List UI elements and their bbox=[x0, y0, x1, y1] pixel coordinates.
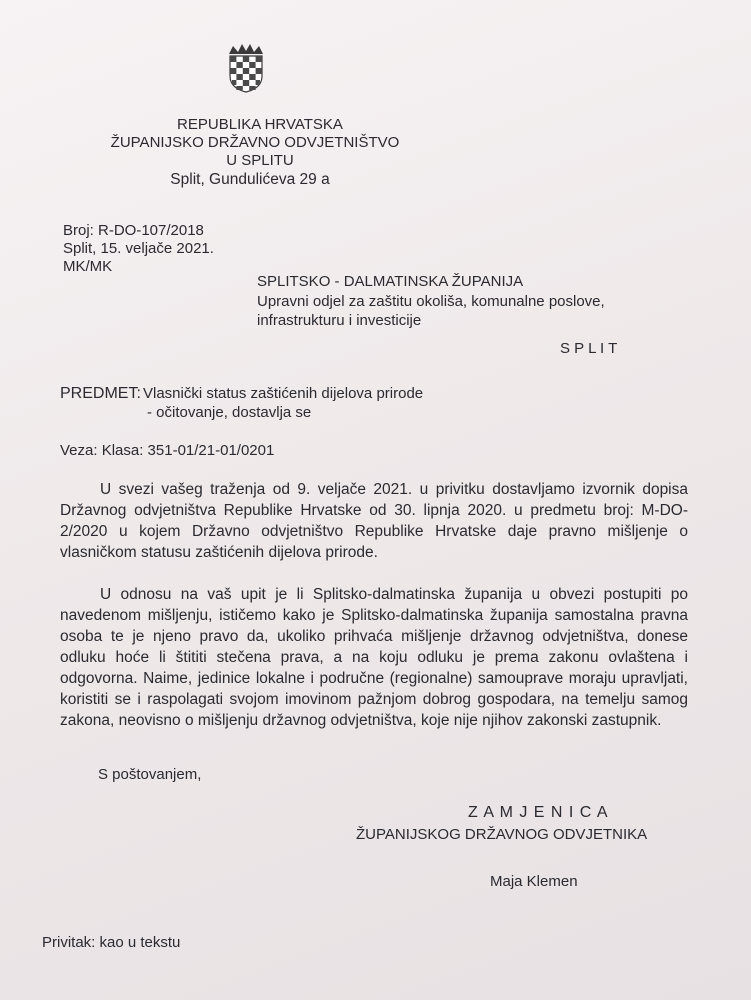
initials: MK/MK bbox=[63, 258, 113, 275]
signatory-position: ŽUPANIJSKOG DRŽAVNOG ODVJETNIKA bbox=[356, 826, 648, 843]
closing-salutation: S poštovanjem, bbox=[98, 766, 202, 783]
coat-of-arms-icon bbox=[226, 42, 266, 94]
signatory-title: Z A M J E N I C A bbox=[468, 804, 609, 821]
recipient-city: S P L I T bbox=[560, 340, 618, 357]
letter-date: Split, 15. veljače 2021. bbox=[63, 240, 214, 257]
subject-label: PREDMET: bbox=[60, 385, 141, 402]
recipient-department-cont: infrastrukturu i investicije bbox=[257, 312, 422, 329]
reference-number: Broj: R-DO-107/2018 bbox=[63, 222, 204, 239]
header-city: U SPLITU bbox=[226, 152, 294, 169]
recipient-name: SPLITSKO - DALMATINSKA ŽUPANIJA bbox=[257, 273, 524, 290]
subject-line: Vlasnički status zaštićenih dijelova prirode bbox=[143, 385, 424, 402]
subject-subline: - očitovanje, dostavlja se bbox=[147, 404, 312, 421]
signatory-name: Maja Klemen bbox=[490, 873, 578, 890]
recipient-department: Upravni odjel za zaštitu okoliša, komunalne poslove, bbox=[257, 293, 605, 310]
attachment-note: Privitak: kao u tekstu bbox=[42, 934, 181, 951]
header-title: REPUBLIKA HRVATSKA bbox=[177, 116, 343, 133]
header-institution: ŽUPANIJSKO DRŽAVNO ODVJETNIŠTVO bbox=[110, 134, 400, 151]
header-address: Split, Gundulićeva 29 a bbox=[170, 171, 330, 188]
veza-reference: Veza: Klasa: 351-01/21-01/0201 bbox=[60, 442, 275, 459]
body-paragraph-1: U svezi vašeg traženja od 9. veljače 2021. u privitku dostavljamo izvornik dopisa Državnog odvjetništva Republike Hrvatske od 30. lipnja 2020. u predmetu broj: M-DO-2/2020 u kojem Državno odvjetništvo Republike Hrvatske daje pravno mišljenje o vlasničkom statusu zaštićenih dijelova prirode. bbox=[60, 481, 688, 561]
body-paragraph-2: U odnosu na vaš upit je li Splitsko-dalmatinska županija u obvezi postupiti po navedenom mišljenju, ističemo kako je Splitsko-dalmatinska županija samostalna pravna osoba te je njeno pravo da, ukoliko prihvaća mišljenje državnog odvjetništva, donese odluku hoće li štititi stečena prava, a na koju odluku je prema zakonu ovlaštena i odgovorna. Naime, jedinice lokalne i područne (regionalne) samouprave moraju upravljati, koristiti se i raspolagati svojom imovinom pažnjom dobrog gospodara, na temelju samog zakona, neovisno o mišljenju državnog odvjetništva, koje nije njihov zakonski zastupnik. bbox=[60, 586, 688, 729]
